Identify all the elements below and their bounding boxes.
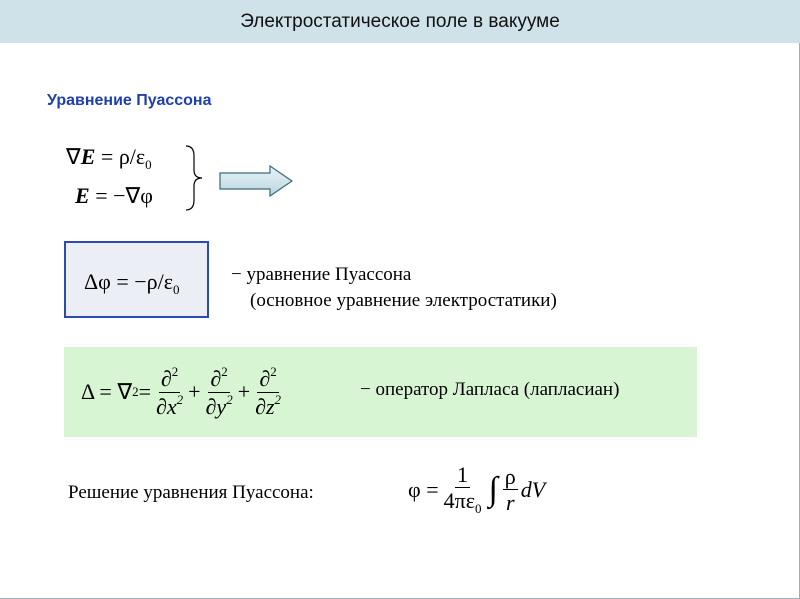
poisson-description: − уравнение Пуассона	[231, 264, 412, 285]
field-vector-e: E	[75, 183, 90, 208]
equation-gradient	[75, 183, 153, 209]
right-arrow-icon	[218, 165, 294, 197]
equation-rhs: = −∇φ	[89, 183, 153, 208]
superscript: 2	[171, 364, 179, 380]
poisson-expression: Δφ = −ρ/ε	[84, 269, 173, 294]
numerator: 1	[457, 462, 469, 487]
laplace-lhs: Δ = ∇	[81, 379, 133, 404]
section-subtitle: Уравнение Пуассона	[47, 92, 212, 109]
slide-title: Электростатическое поле в вакууме	[240, 10, 560, 32]
laplace-operator-box	[64, 347, 697, 437]
coefficient-fraction	[442, 462, 484, 517]
superscript: 2	[270, 364, 277, 380]
poisson-description-note: (основное уравнение электростатики)	[250, 290, 557, 311]
density-fraction	[503, 464, 518, 516]
slide-frame	[0, 43, 800, 599]
superscript: 2	[176, 391, 184, 407]
denominator: ∂y	[205, 393, 227, 419]
solution-label: Решение уравнения Пуассона:	[68, 482, 314, 503]
laplace-formula	[81, 347, 286, 437]
partial-symbol: ∂	[160, 366, 172, 392]
volume-element: dV	[520, 476, 546, 502]
partial-x-fraction	[154, 365, 185, 419]
denominator: 4πε	[443, 488, 475, 514]
partial-y-fraction	[204, 365, 235, 419]
partial-symbol: ∂	[210, 366, 222, 392]
laplace-description: − оператор Лапласа (лапласиан)	[360, 379, 620, 400]
superscript: 2	[132, 384, 139, 399]
denominator: ∂x	[155, 393, 177, 419]
subscript: 0	[145, 157, 152, 172]
equation-divergence	[66, 144, 152, 173]
nabla-symbol: ∇	[66, 144, 81, 169]
integral-icon: ∫	[488, 470, 498, 508]
partial-z-fraction	[253, 365, 283, 419]
phi-equals: φ =	[408, 476, 439, 502]
plus-sign: +	[188, 379, 201, 404]
poisson-equation	[84, 269, 180, 298]
superscript: 2	[226, 391, 233, 407]
right-brace-icon	[184, 144, 204, 212]
equation-rhs: = ρ/ε	[95, 144, 146, 169]
partial-symbol: ∂	[259, 366, 271, 392]
poisson-equation-box	[64, 241, 209, 318]
subscript: 0	[474, 501, 482, 517]
denominator: r	[506, 490, 515, 516]
subscript: 0	[173, 282, 180, 297]
slide-title-bar	[0, 0, 800, 43]
solution-formula	[408, 462, 545, 517]
plus-sign: +	[237, 379, 251, 404]
superscript: 2	[221, 364, 228, 380]
numerator: ρ	[504, 463, 516, 489]
superscript: 2	[274, 391, 282, 407]
equals-sign: =	[138, 379, 151, 404]
field-vector-e: E	[80, 144, 96, 169]
denominator: ∂z	[255, 393, 275, 419]
